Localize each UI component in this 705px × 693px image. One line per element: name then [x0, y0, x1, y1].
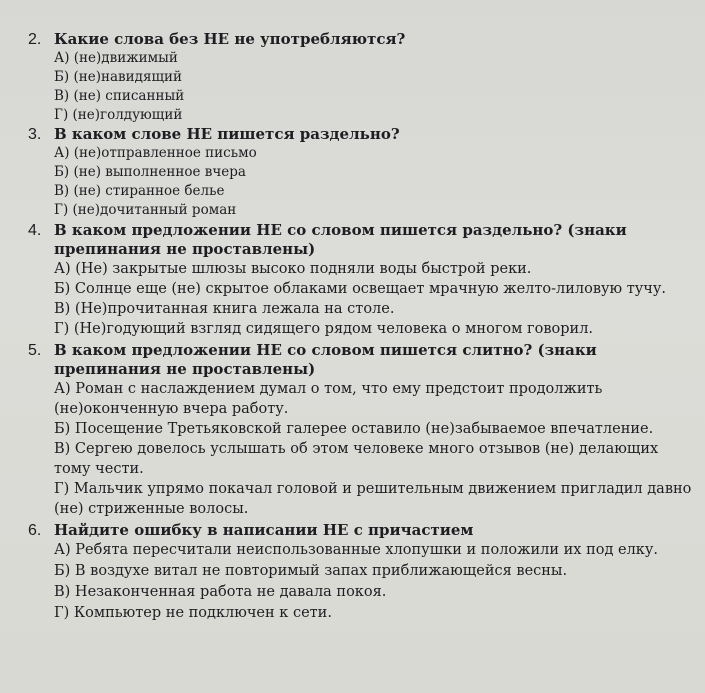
answer-option-c: В) (не) списанный [54, 88, 185, 104]
question-text: Найдите ошибку в написании НЕ с причастием [54, 521, 474, 539]
answer-option-d: Г) (не)голдующий [54, 107, 183, 123]
question-text: В каком предложении НЕ со словом пишется раздельно? (знаки препинания не проставлены) [54, 221, 627, 258]
answer-option-d: Г) Мальчик упрямо покачал головой и решительным движением пригладил давно (не) стриженные волосы. [54, 481, 692, 517]
question-number: 2. [28, 31, 42, 48]
answer-options [28, 379, 693, 519]
question-number: 5. [28, 342, 42, 359]
answer-option-c: В) Сергею довелось услышать об этом человеке много отзывов (не) делающих тому чести. [54, 441, 659, 477]
answer-options [28, 540, 693, 624]
question-5 [28, 341, 693, 519]
question-list [28, 30, 693, 624]
question-4 [28, 221, 693, 339]
answer-option-a: А) Ребята пересчитали неиспользованные хлопушки и положили их под елку. [54, 542, 659, 558]
answer-option-a: А) (Не) закрытые шлюзы высоко подняли воды быстрой реки. [54, 261, 532, 277]
answer-option-c: В) (Не)прочитанная книга лежала на столе. [54, 301, 395, 317]
question-text: В каком предложении НЕ со словом пишется слитно? (знаки препинания не проставлены) [54, 341, 597, 378]
answer-option-a: А) (не)движимый [54, 50, 178, 66]
question-number: 4. [28, 222, 42, 239]
question-number: 3. [28, 126, 42, 143]
question-heading [28, 341, 693, 379]
question-heading [28, 221, 693, 259]
question-heading [28, 125, 693, 144]
answer-option-d: Г) Компьютер не подключен к сети. [54, 605, 332, 621]
answer-option-b: Б) (не)навидящий [54, 69, 183, 85]
answer-option-d: Г) (Не)годующий взгляд сидящего рядом человека о многом говорил. [54, 321, 594, 337]
answer-option-d: Г) (не)дочитанный роман [54, 202, 237, 218]
answer-option-a: А) (не)отправленное письмо [54, 145, 257, 161]
answer-option-b: Б) Посещение Третьяковской галерее оставило (не)забываемое впечатление. [54, 421, 654, 437]
answer-options [28, 259, 693, 339]
answer-option-b: Б) В воздухе витал не повторимый запах приближающейся весны. [54, 563, 568, 579]
question-number: 6. [28, 522, 42, 539]
answer-option-a: А) Роман с наслаждением думал о том, что ему предстоит продолжить (не)оконченную вчера работу. [54, 381, 603, 417]
question-6 [28, 521, 693, 624]
question-text: Какие слова без НЕ не употребляются? [54, 30, 406, 48]
answer-option-c: В) (не) стиранное белье [54, 183, 225, 199]
question-heading [28, 30, 693, 49]
answer-option-b: Б) Солнце еще (не) скрытое облаками освещает мрачную желто-лиловую тучу. [54, 281, 667, 297]
answer-option-b: Б) (не) выполненное вчера [54, 164, 246, 180]
question-2 [28, 30, 693, 125]
answer-option-c: В) Незаконченная работа не давала покоя. [54, 584, 387, 600]
question-3 [28, 125, 693, 220]
question-heading [28, 521, 693, 540]
answer-options [28, 144, 693, 220]
answer-options [28, 49, 693, 125]
question-text: В каком слове НЕ пишется раздельно? [54, 125, 400, 143]
